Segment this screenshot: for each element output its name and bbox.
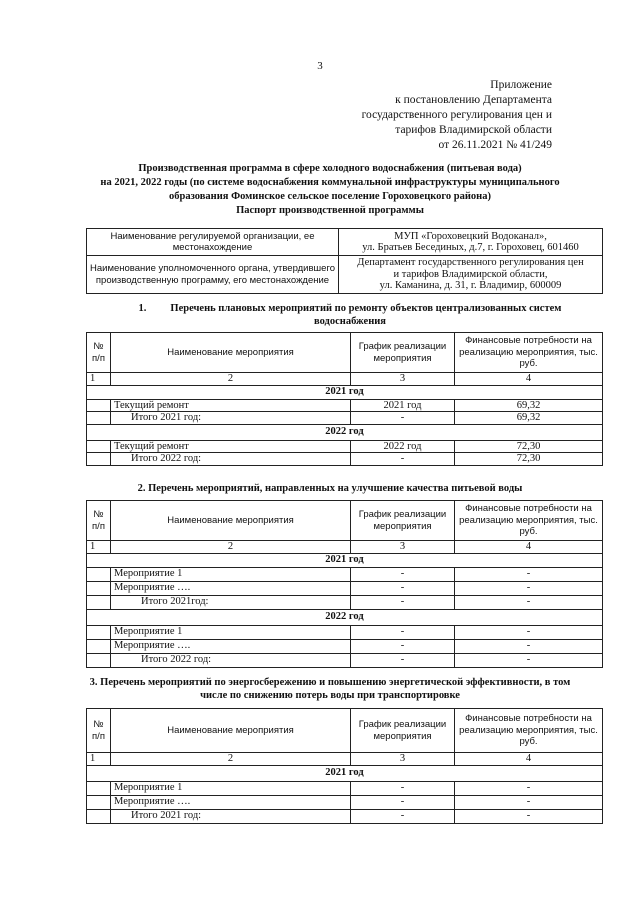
column-number: 3 <box>351 753 455 766</box>
passport-value-line: ул. Каманина, д. 31, г. Владимир, 600009 <box>379 280 562 292</box>
item-finance: 69,32 <box>455 399 603 412</box>
section-3-title-line: 3. Перечень мероприятий по энергосбережению и повышению энергетической эффективности, в том <box>89 677 571 688</box>
item-finance: - <box>455 639 603 653</box>
header-name: Наименование мероприятия <box>111 709 351 753</box>
column-number: 2 <box>111 373 351 386</box>
column-number: 4 <box>455 541 603 554</box>
cell-num <box>87 399 111 412</box>
cell-num <box>87 625 111 639</box>
table-row <box>87 581 603 595</box>
cell-num <box>87 653 111 667</box>
item-name: Мероприятие …. <box>111 639 351 653</box>
year-row <box>87 385 603 399</box>
year-label: 2021 год <box>87 553 603 567</box>
total-finance: - <box>455 595 603 609</box>
appendix-line: тарифов Владимирской области <box>395 124 552 136</box>
column-number: 2 <box>111 541 351 554</box>
column-number: 1 <box>87 373 111 386</box>
passport-label: Наименование регулируемой организации, ее местонахождение <box>87 229 339 256</box>
total-schedule: - <box>351 653 455 667</box>
table-row <box>87 412 603 425</box>
column-number: 2 <box>111 753 351 766</box>
title-line: Паспорт производственной программы <box>236 205 424 216</box>
total-schedule: - <box>351 595 455 609</box>
section-3-title-line: числе по снижению потерь воды при транспортировке <box>200 690 460 701</box>
total-finance: 69,32 <box>455 412 603 425</box>
column-number: 4 <box>455 373 603 386</box>
table-row <box>87 595 603 609</box>
item-finance: - <box>455 781 603 795</box>
total-label: Итого 2022 год: <box>111 453 351 466</box>
total-schedule: - <box>351 809 455 823</box>
passport-row <box>87 256 603 294</box>
total-label: Итого 2021 год: <box>111 412 351 425</box>
header-num: № п/п <box>87 501 111 541</box>
header-name: Наименование мероприятия <box>111 501 351 541</box>
year-row <box>87 765 603 781</box>
item-finance: - <box>455 567 603 581</box>
cell-num <box>87 795 111 809</box>
item-schedule: 2021 год <box>351 399 455 412</box>
appendix-line: Приложение <box>490 79 552 91</box>
cell-num <box>87 453 111 466</box>
header-num: № п/п <box>87 709 111 753</box>
total-label: Итого 2021год: <box>111 595 351 609</box>
table-row <box>87 809 603 823</box>
header-schedule: График реализации мероприятия <box>351 333 455 373</box>
table-row <box>87 639 603 653</box>
document-title <box>60 162 600 218</box>
title-line: на 2021, 2022 годы (по системе водоснабжения коммунальной инфраструктуры муниципального <box>100 177 560 188</box>
passport-value-line: ул. Братьев Бесединых, д.7, г. Гороховец, 601460 <box>362 242 579 253</box>
cell-num <box>87 595 111 609</box>
item-finance: - <box>455 795 603 809</box>
total-label: Итого 2022 год: <box>111 653 351 667</box>
appendix-line: к постановлению Департамента <box>395 94 552 106</box>
cell-num <box>87 639 111 653</box>
table-header-row <box>87 501 603 541</box>
item-finance: - <box>455 625 603 639</box>
year-label: 2021 год <box>87 765 603 781</box>
passport-value-line: Департамент государственного регулирования цен <box>357 257 584 269</box>
section-1-number: 1. <box>138 303 147 314</box>
cell-num <box>87 781 111 795</box>
item-name: Мероприятие 1 <box>111 781 351 795</box>
table-row <box>87 453 603 466</box>
item-schedule: 2022 год <box>351 440 455 453</box>
year-label: 2021 год <box>87 385 603 399</box>
item-name: Мероприятие …. <box>111 795 351 809</box>
passport-value-line: и тарифов Владимирской области, <box>393 268 548 280</box>
header-finance: Финансовые потребности на реализацию мероприятия, тыс. руб. <box>455 709 603 753</box>
passport-value <box>339 229 603 256</box>
item-schedule: - <box>351 567 455 581</box>
page-number: 3 <box>317 60 323 72</box>
total-finance: - <box>455 809 603 823</box>
column-number-row <box>87 541 603 554</box>
item-schedule: - <box>351 639 455 653</box>
column-number-row <box>87 373 603 386</box>
item-name: Мероприятие 1 <box>111 567 351 581</box>
year-label: 2022 год <box>87 609 603 625</box>
item-name: Текущий ремонт <box>111 399 351 412</box>
item-finance: - <box>455 581 603 595</box>
total-schedule: - <box>351 453 455 466</box>
item-schedule: - <box>351 781 455 795</box>
header-schedule: График реализации мероприятия <box>351 501 455 541</box>
cell-num <box>87 567 111 581</box>
header-finance: Финансовые потребности на реализацию мероприятия, тыс. руб. <box>455 333 603 373</box>
total-finance: 72,30 <box>455 453 603 466</box>
table-header-row <box>87 709 603 753</box>
year-label: 2022 год <box>87 424 603 440</box>
item-name: Мероприятие 1 <box>111 625 351 639</box>
table-row <box>87 795 603 809</box>
item-name: Мероприятие …. <box>111 581 351 595</box>
passport-value <box>339 256 603 294</box>
title-line: Производственная программа в сфере холодного водоснабжения (питьевая вода) <box>138 163 522 174</box>
cell-num <box>87 809 111 823</box>
total-label: Итого 2021 год: <box>111 809 351 823</box>
column-number: 1 <box>87 753 111 766</box>
column-number-row <box>87 753 603 766</box>
item-name: Текущий ремонт <box>111 440 351 453</box>
header-name: Наименование мероприятия <box>111 333 351 373</box>
passport-label: Наименование уполномоченного органа, утвердившего производственную программу, его местонахождение <box>87 256 339 294</box>
total-schedule: - <box>351 412 455 425</box>
header-num: № п/п <box>87 333 111 373</box>
item-schedule: - <box>351 581 455 595</box>
year-row <box>87 553 603 567</box>
year-row <box>87 609 603 625</box>
section-1-table <box>86 332 603 466</box>
section-1-title-line: водоснабжения <box>314 316 386 327</box>
passport-row <box>87 229 603 256</box>
section-2-table <box>86 500 603 668</box>
passport-value-line: МУП «Гороховецкий Водоканал», <box>394 230 547 242</box>
table-row <box>87 399 603 412</box>
year-row <box>87 424 603 440</box>
appendix-line: государственного регулирования цен и <box>361 109 552 121</box>
section-3-table <box>86 708 603 824</box>
table-row <box>87 440 603 453</box>
header-schedule: График реализации мероприятия <box>351 709 455 753</box>
section-1-title-line: Перечень плановых мероприятий по ремонту объектов централизованных систем <box>170 303 562 314</box>
section-3-title <box>40 676 620 702</box>
table-header-row <box>87 333 603 373</box>
passport-table <box>86 228 603 294</box>
table-row <box>87 567 603 581</box>
table-row <box>87 625 603 639</box>
appendix-line: от 26.11.2021 № 41/249 <box>438 139 552 151</box>
column-number: 1 <box>87 541 111 554</box>
column-number: 4 <box>455 753 603 766</box>
column-number: 3 <box>351 541 455 554</box>
appendix-block <box>362 78 552 153</box>
item-schedule: - <box>351 795 455 809</box>
item-schedule: - <box>351 625 455 639</box>
section-1-title <box>100 302 600 328</box>
table-row <box>87 653 603 667</box>
cell-num <box>87 581 111 595</box>
header-finance: Финансовые потребности на реализацию мероприятия, тыс. руб. <box>455 501 603 541</box>
item-finance: 72,30 <box>455 440 603 453</box>
table-row <box>87 781 603 795</box>
section-2-title: 2. Перечень мероприятий, направленных на улучшение качества питьевой воды <box>137 483 523 494</box>
column-number: 3 <box>351 373 455 386</box>
cell-num <box>87 412 111 425</box>
cell-num <box>87 440 111 453</box>
title-line: образования Фоминское сельское поселение Гороховецкого района) <box>169 191 491 202</box>
total-finance: - <box>455 653 603 667</box>
